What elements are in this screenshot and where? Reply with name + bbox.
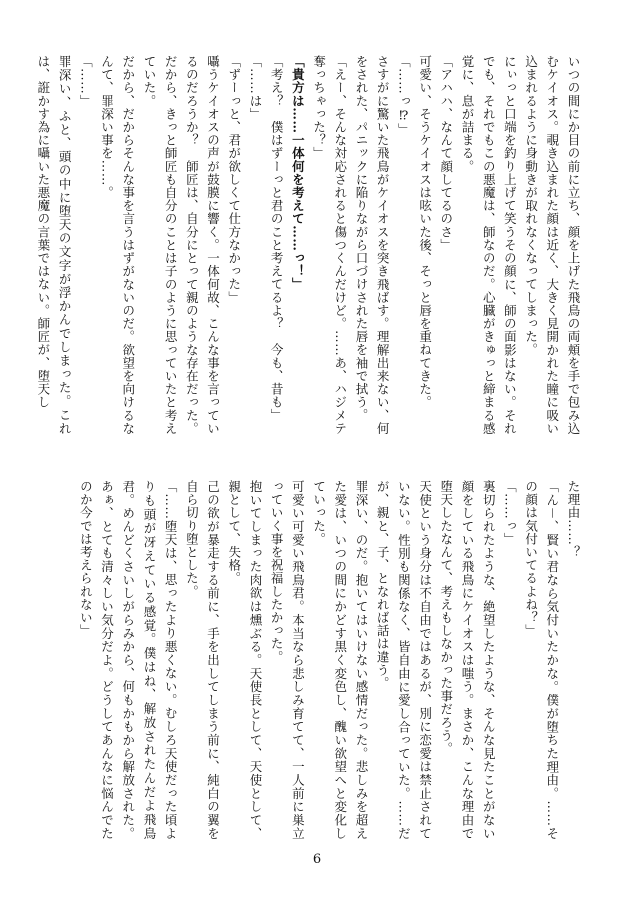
dialogue-line: 「ん－、賢い君なら気付いたかな。僕が堕ちた理由。……その顔は気付いてるよね？」 (523, 480, 560, 840)
text-block-upper (35, 55, 584, 435)
paragraph: 己の欲が暴走する前に、手を出してしまう前に、純白の翼を自ら切り堕とした。 (184, 480, 221, 840)
dialogue-line: 「ずーっと、君が欲しくて仕方なかった」 (226, 55, 242, 304)
dialogue-line: 「考え？ 僕はずーっと君のこと考えてるよ？ 今も、昔も」 (269, 55, 285, 422)
paragraph: にぃっと口端を釣り上げて笑うその顔に、師の面影はない。それでも、それでもこの悪魔は、師なのだ。心臓がきゅっと締まる感覚に、息が詰まる。 (459, 55, 518, 435)
paragraph: た理由……？ (566, 480, 581, 559)
dialogue-line: 「……」 (78, 55, 94, 108)
paragraph: 罪深い、ふと、頭の中に堕天の文字が浮かんでしまった。これは、誑かす為に囁いた悪魔の言葉ではない。師匠が、堕天し (35, 55, 73, 435)
dialogue-line: 「アハハ、なんて顔してるのさ」 (438, 55, 454, 252)
paragraph: 囁うケイオスの声が鼓膜に響く。一体何故、こんな事を言っているのだろうか？ 師匠は、自分にとって親のような存在だった。だから、きっと師匠も自分のことは子のように思っていたと考えていた。 (141, 55, 221, 435)
paragraph: だから、だからそんな事を言うはずがないのだ。欲望を向けるなんて、罪深い事を……。 (99, 55, 136, 435)
paragraph: いつの間にか目の前に立ち、顔を上げた飛鳥の両頬を手で包み込むケイオス。覗き込まれた顔は近く、大きく見開かれた瞳に吸い込まれるように身動きが取れなくなってしまった。 (523, 55, 581, 435)
paragraph: 天使という身分は不自由ではあるが、別に恋愛は禁止されていない。性別も関係なく、皆自由に愛し合っていた。……だが、親と、子、となれば話は違う。 (375, 480, 433, 840)
paragraph: 可愛い可愛い飛鳥君。本当なら悲しみ育てて、一人前に巣立っていく事を祝福したかった。 (269, 480, 306, 840)
paragraph: さすがに驚いた飛鳥がケイオスを突き飛ばす。理解出来ない、何をされた、パニックに陥りながら口づけされた唇を袖で拭う。 (353, 55, 391, 435)
paragraph: 可愛い、そうケイオスは呟いた後、そっと唇を重ねてきた。 (417, 55, 433, 409)
text-block-lower (64, 480, 584, 840)
dialogue-line: 「……っ」 (502, 480, 518, 546)
dialogue-line: 「……っ⁉」 (396, 55, 412, 137)
paragraph: 罪深い、のだ。抱いてはいけない感情だった。悲しみを超えた愛は、いつの間にかどす黒く変色し、醜い欲望へと変化していった。 (311, 480, 369, 840)
paragraph: 抱いてしまった肉欲は燻ぶる。天使長として、天使として、親として、失格。 (226, 480, 263, 840)
dialogue-line: 「……は」 (247, 55, 263, 121)
page-number: 6 (312, 852, 322, 867)
dialogue-line: 「えー、そんな対応されると傷つくんだけど。……あ、ハジメテ奪っちゃった？」 (311, 55, 348, 435)
dialogue-line: 「……堕天は、思ったより悪くない。むしろ天使だった頃よりも頭が冴えている感覚。僕はね、解放されたんだよ飛鳥君。めんどくさいしがらみから、何もかもから解放された。あぁ、とても清々しい気分だよ。どうしてあんなに悩んでたのか今では考えられない」 (78, 480, 179, 840)
paragraph: 裏切られたような、絶望したような、そんな見たことがない顔をしている飛鳥にケイオスは嗤う。まさか、こんな理由で堕天したなんて、考えもしなかった事だろう。 (438, 480, 497, 840)
dialogue-line: 「貴方は……一体何を考えて……っ！」 (290, 55, 306, 291)
